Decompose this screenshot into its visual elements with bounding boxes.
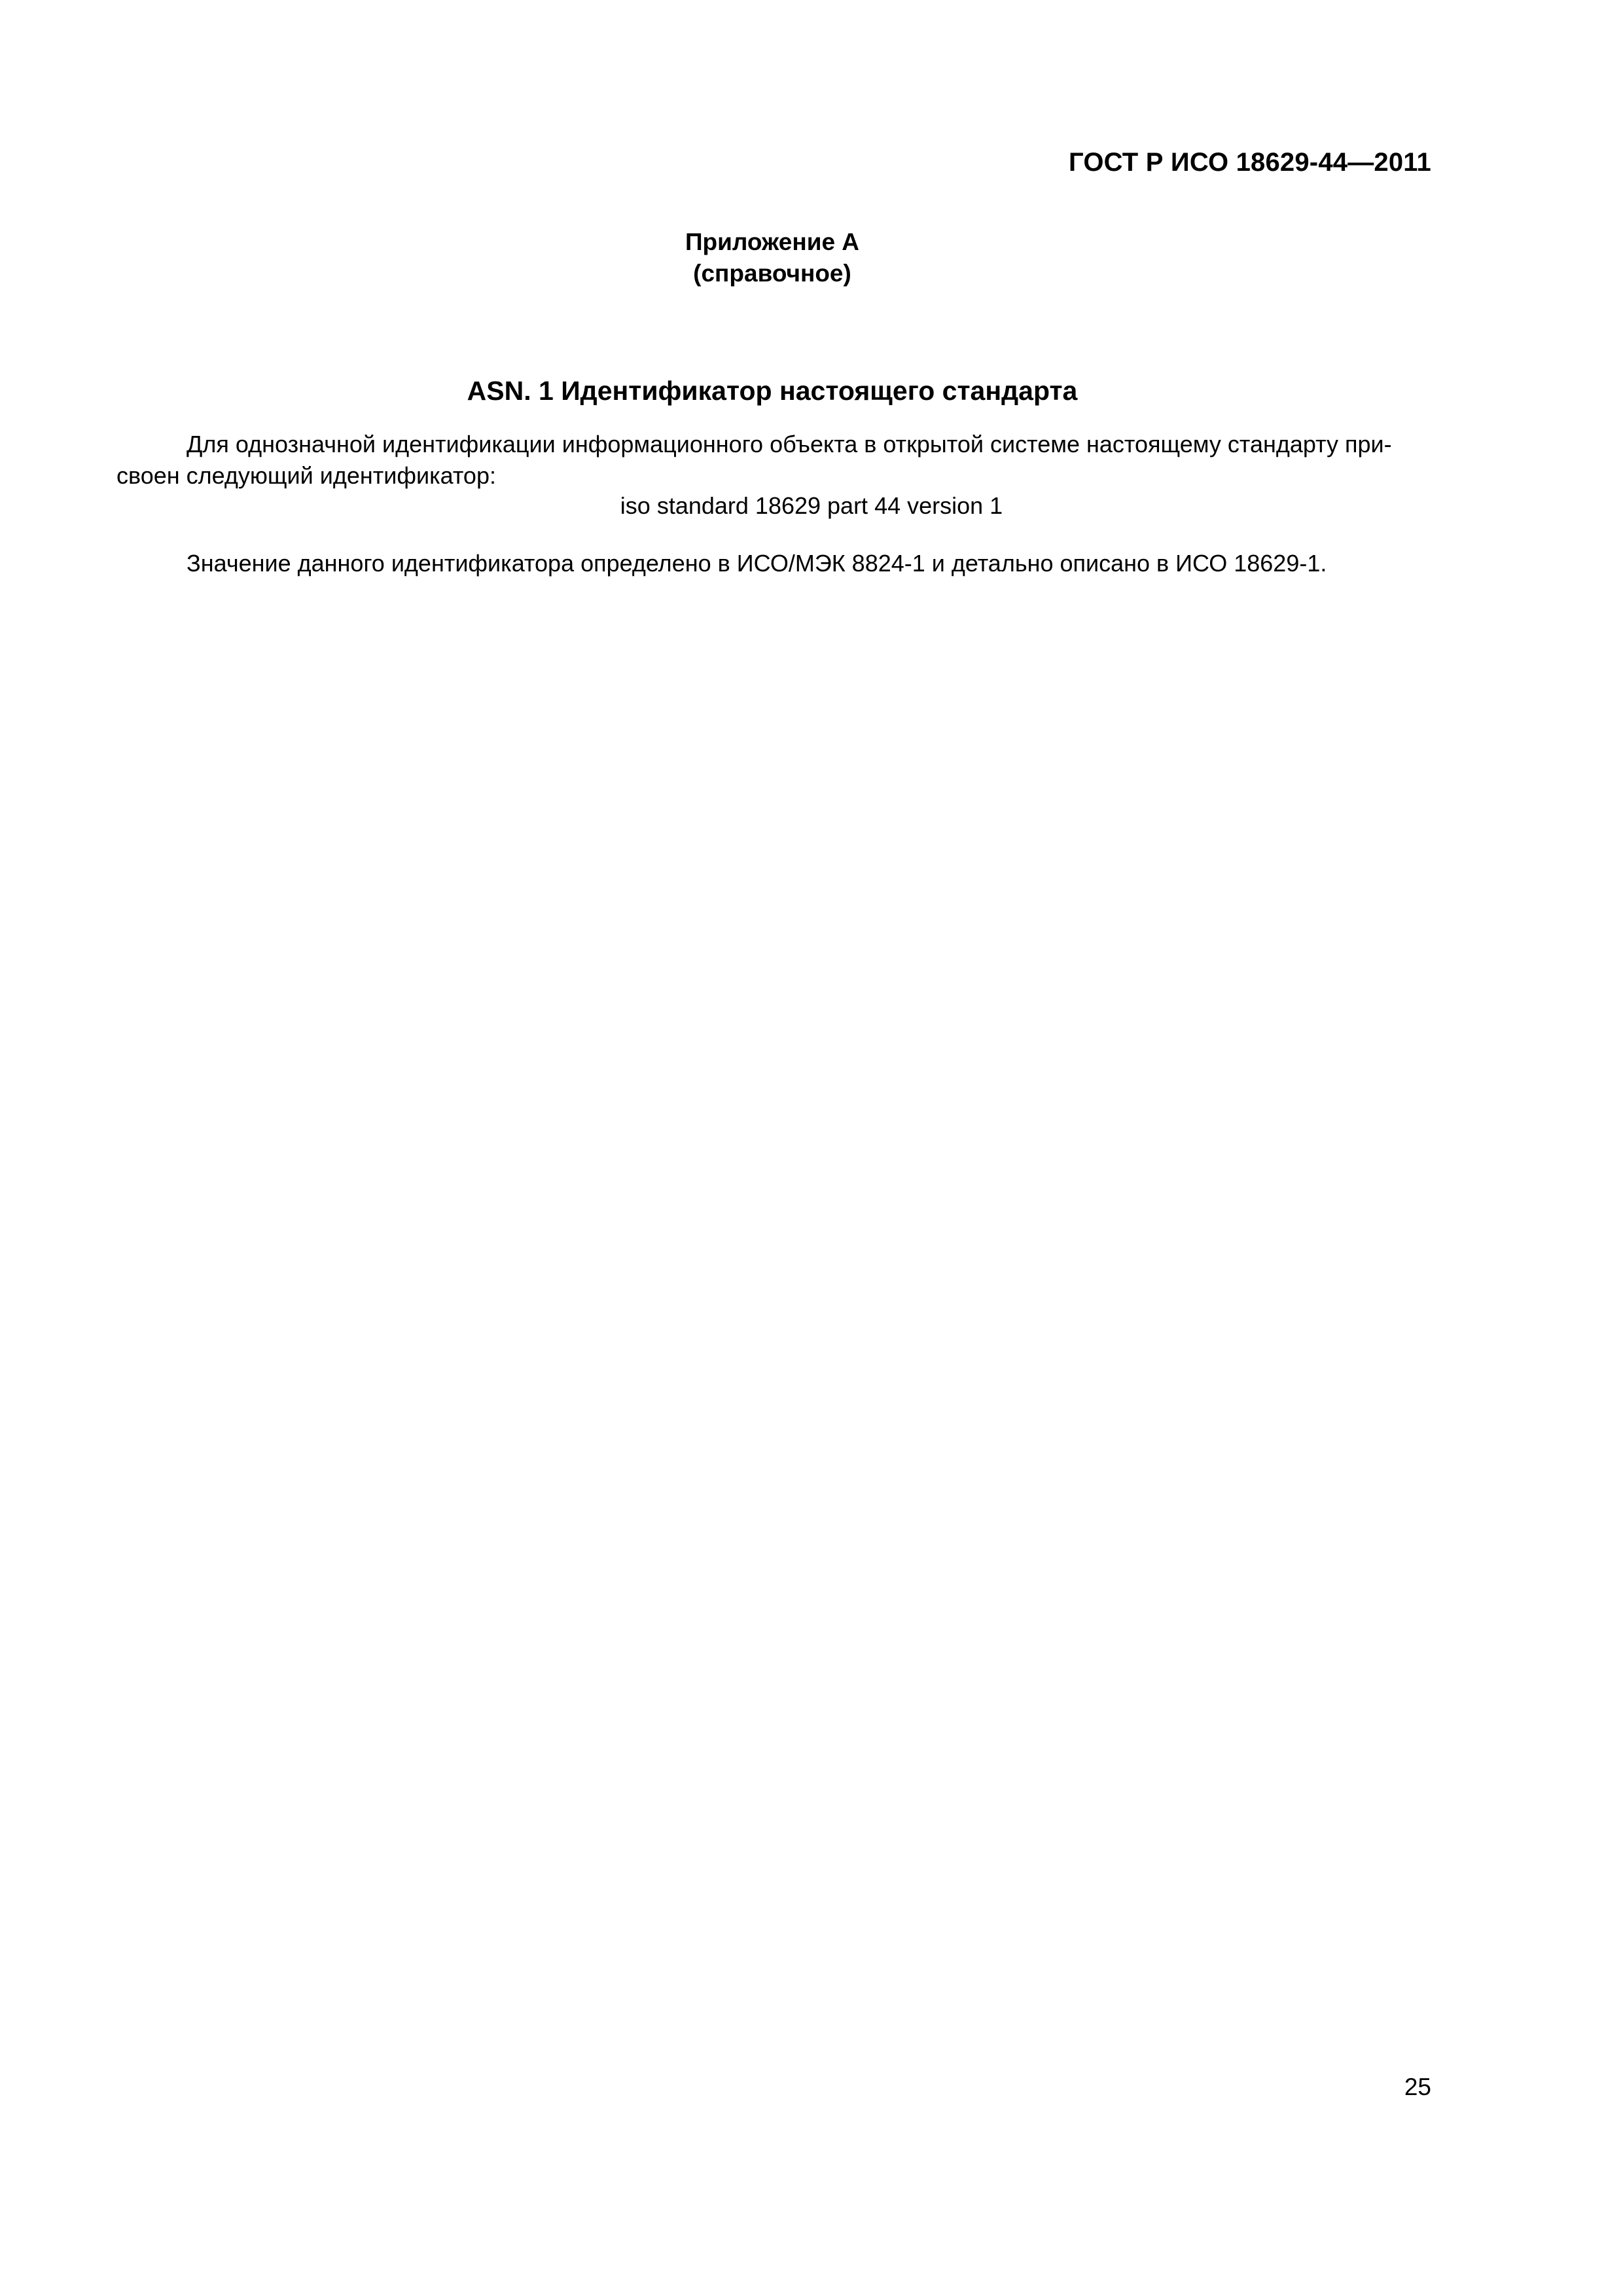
asn1-identifier: iso standard 18629 part 44 version 1 xyxy=(620,492,1003,519)
annex-kind: (справочное) xyxy=(693,260,851,287)
annex-title: Приложение А xyxy=(685,228,860,255)
document-code: ГОСТ Р ИСО 18629-44—2011 xyxy=(1069,148,1431,177)
paragraph2: Значение данного идентификатора определено в ИСО/МЭК 8824-1 и детально описано в ИСО 18629-1. xyxy=(187,550,1327,577)
paragraph1-line1: Для однозначной идентификации информационного объекта в открытой системе настоящему стандарту при- xyxy=(187,431,1392,457)
page-number: 25 xyxy=(1404,2073,1431,2100)
section-heading: ASN. 1 Идентификатор настоящего стандарта xyxy=(467,376,1078,406)
paragraph1-line2: своен следующий идентификатор: xyxy=(116,462,496,489)
